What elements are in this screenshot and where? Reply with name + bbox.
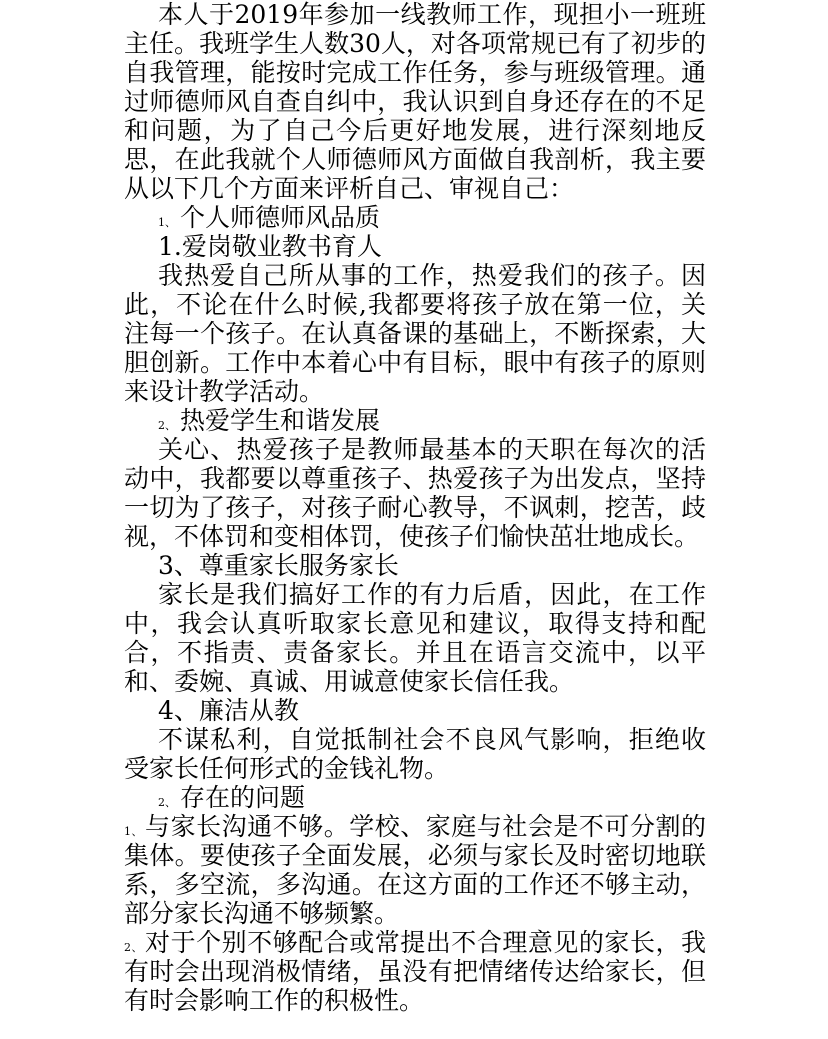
document-page xyxy=(124,0,706,1015)
list-marker: 2、 xyxy=(158,419,176,432)
dedication-paragraph xyxy=(124,261,706,406)
heading-text: 个人师德师风品质 xyxy=(180,203,381,232)
heading-text: 1.爱岗敬业教书育人 xyxy=(158,232,382,261)
paragraph-text: 与家长沟通不够。学校、家庭与社会是不可分割的集体。要使孩子全面发展，必须与家长及时密切地联系，多空流，多沟通。在这方面的工作还不够主动，部分家长沟通不够频繁。 xyxy=(124,812,706,928)
love-students-paragraph xyxy=(124,435,706,551)
paragraph-text: 不谋私利，自觉抵制社会不良风气影响，拒绝收受家长任何形式的金钱礼物。 xyxy=(124,725,706,783)
paragraph-text: 对于个别不够配合或常提出不合理意见的家长，我有时会出现消极情绪，虽没有把情绪传达给家长，但有时会影响工作的积极性。 xyxy=(124,928,706,1015)
subheading-integrity xyxy=(124,696,706,725)
subheading-respect-parents xyxy=(124,551,706,580)
paragraph-text: 我热爱自己所从事的工作，热爱我们的孩子。因此，不论在什么时候,我都要将孩子放在第一位，关注每一个孩子。在认真备课的基础上，不断探索，大胆创新。工作中本着心中有目标，眼中有孩子的原则来设计教学活动。 xyxy=(124,261,706,406)
paragraph-text: 家长是我们搞好工作的有力后盾，因此，在工作中，我会认真听取家长意见和建议，取得支持和配合，不指责、责备家长。并且在语言交流中，以平和、委婉、真诚、用诚意使家长信任我。 xyxy=(124,580,706,696)
respect-parents-paragraph xyxy=(124,580,706,696)
subheading-dedication xyxy=(124,232,706,261)
list-marker: 1、 xyxy=(124,825,144,838)
heading-text: 热爱学生和谐发展 xyxy=(180,406,381,435)
heading-text: 3、尊重家长服务家长 xyxy=(158,551,399,580)
section-heading-personal-ethics xyxy=(124,203,706,232)
heading-text: 4、廉洁从教 xyxy=(158,696,299,725)
list-marker: 1、 xyxy=(158,216,176,229)
section-heading-problems xyxy=(124,783,706,812)
intro-paragraph xyxy=(124,0,706,203)
paragraph-text: 本人于2019年参加一线教师工作，现担小一班班主任。我班学生人数30人，对各项常规已有了初步的自我管理，能按时完成工作任务，参与班级管理。通过师德师风自查自纠中，我认识到自身还存在的不足和问题，为了自己今后更好地发展，进行深刻地反思，在此我就个人师德师风方面做自我剖析，我主要从以下几个方面来评析自己、审视自己： xyxy=(124,0,706,203)
paragraph-text: 关心、热爱孩子是教师最基本的天职在每次的活动中，我都要以尊重孩子、热爱孩子为出发点，坚持一切为了孩子，对孩子耐心教导，不讽刺，挖苦，歧视，不体罚和变相体罚，使孩子们愉快茁壮地成长。 xyxy=(124,435,706,551)
problem-item-2 xyxy=(124,928,706,1015)
problem-item-1 xyxy=(124,812,706,928)
list-marker: 2、 xyxy=(158,796,176,809)
list-marker: 2、 xyxy=(124,941,144,954)
integrity-paragraph xyxy=(124,725,706,783)
heading-text: 存在的问题 xyxy=(180,783,306,812)
subheading-love-students xyxy=(124,406,706,435)
